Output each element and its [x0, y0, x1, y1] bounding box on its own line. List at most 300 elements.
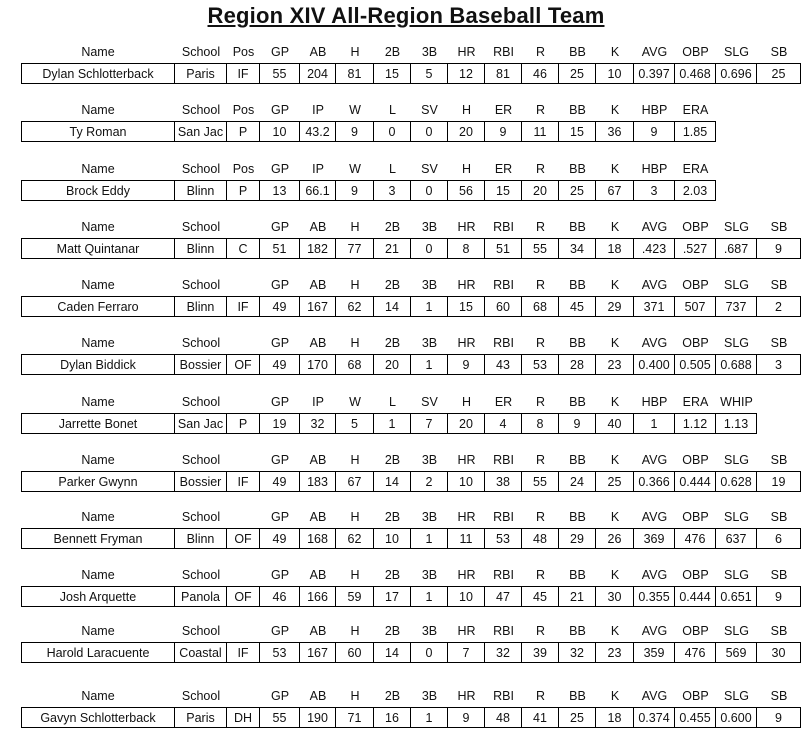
stat-cell: 19 — [757, 471, 801, 492]
stat-cell: 66.1 — [300, 180, 336, 201]
page-title: Region XIV All-Region Baseball Team — [207, 3, 605, 28]
stat-cell: 0 — [411, 180, 448, 201]
stat-cell: 1.85 — [675, 121, 716, 142]
player-block — [0, 333, 812, 375]
column-header: SB — [770, 45, 788, 59]
player-name: Harold Laracuente — [21, 642, 175, 663]
player-block — [0, 621, 812, 663]
column-header: SB — [770, 278, 788, 292]
stat-cell: 20 — [448, 413, 485, 434]
column-header: School — [181, 568, 221, 582]
column-header: L — [389, 395, 396, 409]
stat-cell: 0.397 — [634, 63, 675, 84]
column-header: 2B — [384, 453, 401, 467]
column-header: Name — [81, 336, 115, 350]
column-header: 3B — [421, 624, 438, 638]
column-header — [227, 392, 260, 413]
stat-cell: 48 — [485, 707, 522, 728]
column-header: HR — [457, 278, 476, 292]
column-header: GP — [270, 568, 290, 582]
stat-cell: 1.13 — [716, 413, 757, 434]
stat-cell: 9 — [757, 586, 801, 607]
stat-cell: 0.505 — [675, 354, 716, 375]
column-header: 3B — [421, 336, 438, 350]
column-header: AVG — [641, 689, 668, 703]
column-header: H — [350, 510, 360, 524]
stat-cell: 0.455 — [675, 707, 716, 728]
column-header: SLG — [723, 689, 749, 703]
column-header: 3B — [421, 689, 438, 703]
player-name: Jarrette Bonet — [21, 413, 175, 434]
stat-cell: 0 — [411, 642, 448, 663]
column-header: AVG — [641, 624, 668, 638]
stat-cell: 16 — [374, 707, 411, 728]
stat-cell: 28 — [559, 354, 596, 375]
stat-cell: Paris — [175, 63, 227, 84]
stat-cell: 55 — [260, 707, 300, 728]
stat-cell: 62 — [336, 528, 374, 549]
stat-cell: 1 — [634, 413, 675, 434]
stat-cell: 51 — [485, 238, 522, 259]
player-block — [0, 392, 812, 434]
column-header: HR — [457, 45, 476, 59]
stat-cell: 25 — [559, 180, 596, 201]
stat-cell: Bossier — [175, 354, 227, 375]
stat-cell: 183 — [300, 471, 336, 492]
stat-cell: 18 — [596, 707, 634, 728]
stat-cell: 47 — [485, 586, 522, 607]
column-header: K — [610, 220, 620, 234]
column-header: OBP — [682, 45, 709, 59]
stat-cell: 7 — [411, 413, 448, 434]
column-header: Name — [81, 278, 115, 292]
column-header: 2B — [384, 278, 401, 292]
column-header: School — [181, 689, 221, 703]
player-block — [0, 686, 812, 728]
stat-cell: 0.444 — [675, 471, 716, 492]
column-header: OBP — [682, 624, 709, 638]
stat-cell: 0.366 — [634, 471, 675, 492]
stat-cell: 81 — [336, 63, 374, 84]
column-header: K — [610, 278, 620, 292]
column-header: OBP — [682, 453, 709, 467]
column-header: School — [181, 162, 221, 176]
stat-cell: 3 — [634, 180, 675, 201]
column-header: R — [535, 689, 546, 703]
stat-cell: Blinn — [175, 180, 227, 201]
stat-cell: 3 — [374, 180, 411, 201]
column-header — [227, 686, 260, 707]
column-header: GP — [270, 689, 290, 703]
stat-cell: 32 — [300, 413, 336, 434]
column-header: BB — [569, 453, 586, 467]
column-header: H — [350, 453, 360, 467]
stat-cell: San Jac — [175, 413, 227, 434]
stat-cell: Bossier — [175, 471, 227, 492]
column-header: GP — [270, 336, 290, 350]
column-header — [227, 217, 260, 238]
stat-cell: 14 — [374, 471, 411, 492]
column-header — [227, 507, 260, 528]
column-header: SB — [770, 568, 788, 582]
stat-cell: 9 — [634, 121, 675, 142]
player-block — [0, 565, 812, 607]
column-header: AVG — [641, 568, 668, 582]
column-header: K — [610, 568, 620, 582]
column-header: H — [350, 624, 360, 638]
stat-cell: 507 — [675, 296, 716, 317]
stat-cell: 53 — [260, 642, 300, 663]
stat-cell: 10 — [448, 471, 485, 492]
stat-cell: 359 — [634, 642, 675, 663]
stat-cell: 1 — [411, 586, 448, 607]
stat-cell: 11 — [522, 121, 559, 142]
column-header: BB — [569, 220, 586, 234]
stat-cell: IF — [227, 63, 260, 84]
stat-cell: Blinn — [175, 528, 227, 549]
column-header — [227, 275, 260, 296]
column-header: SB — [770, 689, 788, 703]
stat-cell: 15 — [485, 180, 522, 201]
column-header: 3B — [421, 45, 438, 59]
stat-cell: 9 — [336, 121, 374, 142]
column-header: SLG — [723, 568, 749, 582]
player-name: Josh Arquette — [21, 586, 175, 607]
stat-cell: 21 — [559, 586, 596, 607]
column-header: 2B — [384, 568, 401, 582]
stat-cell: 32 — [559, 642, 596, 663]
stat-cell: C — [227, 238, 260, 259]
column-header: GP — [270, 510, 290, 524]
column-header: RBI — [493, 336, 514, 350]
column-header: School — [181, 336, 221, 350]
stat-cell: 0.355 — [634, 586, 675, 607]
stat-cell: 55 — [522, 471, 559, 492]
column-header: R — [535, 624, 546, 638]
stat-cell: 476 — [675, 642, 716, 663]
stat-cell: 0.651 — [716, 586, 757, 607]
column-header: BB — [569, 278, 586, 292]
column-header: Name — [81, 453, 115, 467]
column-header: SLG — [723, 336, 749, 350]
stat-cell: 24 — [559, 471, 596, 492]
column-header: L — [389, 103, 396, 117]
column-header: R — [535, 103, 546, 117]
column-header: HR — [457, 624, 476, 638]
column-header: School — [181, 278, 221, 292]
stat-cell: 51 — [260, 238, 300, 259]
stat-cell: 17 — [374, 586, 411, 607]
stat-cell: 371 — [634, 296, 675, 317]
column-header: School — [181, 453, 221, 467]
stat-cell: IF — [227, 642, 260, 663]
stat-cell: 29 — [596, 296, 634, 317]
stat-cell: 13 — [260, 180, 300, 201]
player-name: Dylan Schlotterback — [21, 63, 175, 84]
stat-cell: 9 — [757, 238, 801, 259]
stat-cell: 167 — [300, 296, 336, 317]
column-header: GP — [270, 220, 290, 234]
stat-cell: 182 — [300, 238, 336, 259]
column-header: HR — [457, 220, 476, 234]
column-header: R — [535, 453, 546, 467]
stat-cell: .687 — [716, 238, 757, 259]
stat-cell: 46 — [260, 586, 300, 607]
stat-cell: OF — [227, 354, 260, 375]
column-header: Name — [81, 510, 115, 524]
stat-cell: 60 — [485, 296, 522, 317]
column-header: H — [350, 45, 360, 59]
column-header: Name — [81, 395, 115, 409]
column-header: HR — [457, 453, 476, 467]
stat-cell: 48 — [522, 528, 559, 549]
stat-cell: 23 — [596, 642, 634, 663]
column-header: SLG — [723, 45, 749, 59]
column-header: School — [181, 624, 221, 638]
stat-cell: 10 — [448, 586, 485, 607]
column-header: H — [350, 278, 360, 292]
stat-cell: Blinn — [175, 238, 227, 259]
column-header: R — [535, 278, 546, 292]
column-header: School — [181, 510, 221, 524]
stat-cell: 10 — [374, 528, 411, 549]
stat-cell: 25 — [559, 63, 596, 84]
stat-cell: Blinn — [175, 296, 227, 317]
column-header: RBI — [493, 45, 514, 59]
stat-cell: 637 — [716, 528, 757, 549]
stat-cell: 29 — [559, 528, 596, 549]
column-header: SB — [770, 336, 788, 350]
stat-cell: 2 — [411, 471, 448, 492]
stat-cell: 170 — [300, 354, 336, 375]
column-header: R — [535, 336, 546, 350]
column-header: H — [461, 103, 472, 117]
column-header: HBP — [641, 162, 668, 176]
stat-cell: 5 — [411, 63, 448, 84]
stat-cell: 4 — [485, 413, 522, 434]
stat-cell: 20 — [448, 121, 485, 142]
stat-cell: 0 — [374, 121, 411, 142]
column-header: GP — [270, 45, 290, 59]
stat-cell: 9 — [448, 354, 485, 375]
column-header: HR — [457, 510, 476, 524]
column-header: K — [610, 336, 620, 350]
stat-cell: 25 — [757, 63, 801, 84]
stat-cell: 15 — [559, 121, 596, 142]
column-header: ER — [494, 103, 513, 117]
stat-cell: Coastal — [175, 642, 227, 663]
column-header: RBI — [493, 624, 514, 638]
column-header: BB — [569, 510, 586, 524]
column-header: K — [610, 45, 620, 59]
stat-cell: OF — [227, 586, 260, 607]
stat-cell: 0.696 — [716, 63, 757, 84]
column-header: BB — [569, 689, 586, 703]
stat-cell: 0.688 — [716, 354, 757, 375]
column-header: H — [461, 395, 472, 409]
player-block — [0, 275, 812, 317]
stat-cell: 9 — [485, 121, 522, 142]
stat-cell: 34 — [559, 238, 596, 259]
stat-cell: 0 — [411, 121, 448, 142]
stat-cell: 77 — [336, 238, 374, 259]
stat-cell: 68 — [336, 354, 374, 375]
column-header: OBP — [682, 220, 709, 234]
column-header: K — [610, 510, 620, 524]
stat-cell: 20 — [522, 180, 559, 201]
stat-cell: 1 — [374, 413, 411, 434]
column-header: BB — [569, 395, 586, 409]
stat-cell: Panola — [175, 586, 227, 607]
stat-cell: 0.468 — [675, 63, 716, 84]
column-header: IP — [312, 162, 324, 176]
column-header: SLG — [723, 510, 749, 524]
player-block — [0, 159, 812, 201]
column-header: SB — [770, 624, 788, 638]
stat-cell: 369 — [634, 528, 675, 549]
stat-cell: 2.03 — [675, 180, 716, 201]
column-header: AB — [309, 278, 327, 292]
stat-cell: IF — [227, 296, 260, 317]
column-header: School — [181, 220, 221, 234]
column-header: 3B — [421, 568, 438, 582]
column-header: 3B — [421, 278, 438, 292]
column-header: 2B — [384, 689, 401, 703]
column-header: AVG — [641, 510, 668, 524]
column-header: Pos — [232, 162, 255, 176]
column-header: R — [535, 395, 546, 409]
column-header — [227, 450, 260, 471]
column-header: K — [610, 162, 620, 176]
column-header: AB — [309, 624, 327, 638]
stat-cell: 67 — [336, 471, 374, 492]
column-header: BB — [569, 568, 586, 582]
column-header: H — [350, 568, 360, 582]
column-header: WHIP — [720, 395, 753, 409]
column-header: ERA — [682, 395, 709, 409]
player-name: Dylan Biddick — [21, 354, 175, 375]
stat-cell: 166 — [300, 586, 336, 607]
stat-cell: 2 — [757, 296, 801, 317]
column-header: SB — [770, 453, 788, 467]
column-header: K — [610, 453, 620, 467]
column-header: BB — [569, 336, 586, 350]
stat-cell: 204 — [300, 63, 336, 84]
column-header: 3B — [421, 510, 438, 524]
column-header: 3B — [421, 220, 438, 234]
player-name: Bennett Fryman — [21, 528, 175, 549]
stat-cell: 12 — [448, 63, 485, 84]
column-header: RBI — [493, 510, 514, 524]
column-header: Name — [81, 220, 115, 234]
column-header: RBI — [493, 220, 514, 234]
column-header: AVG — [641, 453, 668, 467]
column-header: GP — [270, 395, 290, 409]
stat-cell: 168 — [300, 528, 336, 549]
stat-cell: 0.374 — [634, 707, 675, 728]
stat-cell: 0.400 — [634, 354, 675, 375]
column-header: RBI — [493, 278, 514, 292]
column-header: AB — [309, 336, 327, 350]
column-header: 2B — [384, 510, 401, 524]
column-header: ERA — [682, 162, 709, 176]
player-block — [0, 507, 812, 549]
column-header: GP — [270, 103, 290, 117]
stat-cell: 0.444 — [675, 586, 716, 607]
column-header: School — [181, 103, 221, 117]
column-header: IP — [312, 395, 324, 409]
stat-cell: 9 — [336, 180, 374, 201]
stat-cell: 55 — [260, 63, 300, 84]
stat-cell: 60 — [336, 642, 374, 663]
stat-cell: 15 — [374, 63, 411, 84]
stat-cell: 14 — [374, 642, 411, 663]
column-header: K — [610, 689, 620, 703]
column-header: GP — [270, 624, 290, 638]
column-header: L — [389, 162, 396, 176]
column-header: SLG — [723, 624, 749, 638]
column-header: K — [610, 395, 620, 409]
column-header: SV — [421, 103, 438, 117]
stat-cell: 49 — [260, 354, 300, 375]
stat-cell: 10 — [596, 63, 634, 84]
stat-cell: 18 — [596, 238, 634, 259]
column-header: H — [350, 336, 360, 350]
column-header: Name — [81, 162, 115, 176]
column-header: R — [535, 45, 546, 59]
stat-cell: 5 — [336, 413, 374, 434]
stat-cell: .423 — [634, 238, 675, 259]
column-header: H — [350, 220, 360, 234]
player-block — [0, 217, 812, 259]
column-header: AB — [309, 220, 327, 234]
stat-cell: 14 — [374, 296, 411, 317]
column-header: School — [181, 45, 221, 59]
column-header: SV — [421, 395, 438, 409]
column-header: BB — [569, 624, 586, 638]
column-header: HBP — [641, 103, 668, 117]
stat-cell: 41 — [522, 707, 559, 728]
stat-cell: .527 — [675, 238, 716, 259]
stat-cell: OF — [227, 528, 260, 549]
stat-cell: 30 — [757, 642, 801, 663]
column-header: ERA — [682, 103, 709, 117]
stat-cell: 476 — [675, 528, 716, 549]
stat-cell: 45 — [559, 296, 596, 317]
stat-cell: 40 — [596, 413, 634, 434]
stat-cell: 9 — [559, 413, 596, 434]
stat-cell: 3 — [757, 354, 801, 375]
column-header: School — [181, 395, 221, 409]
stat-cell: P — [227, 413, 260, 434]
stat-cell: 23 — [596, 354, 634, 375]
stat-cell: 71 — [336, 707, 374, 728]
column-header: Pos — [232, 103, 255, 117]
player-name: Brock Eddy — [21, 180, 175, 201]
column-header: SLG — [723, 220, 749, 234]
column-header: HR — [457, 568, 476, 582]
player-block — [0, 42, 812, 84]
stat-cell: 0.628 — [716, 471, 757, 492]
stat-cell: 1 — [411, 296, 448, 317]
column-header: ER — [494, 162, 513, 176]
column-header: OBP — [682, 568, 709, 582]
stat-cell: 1 — [411, 528, 448, 549]
stat-cell: 10 — [260, 121, 300, 142]
stat-cell: 49 — [260, 471, 300, 492]
stat-cell: 39 — [522, 642, 559, 663]
stat-cell: 32 — [485, 642, 522, 663]
